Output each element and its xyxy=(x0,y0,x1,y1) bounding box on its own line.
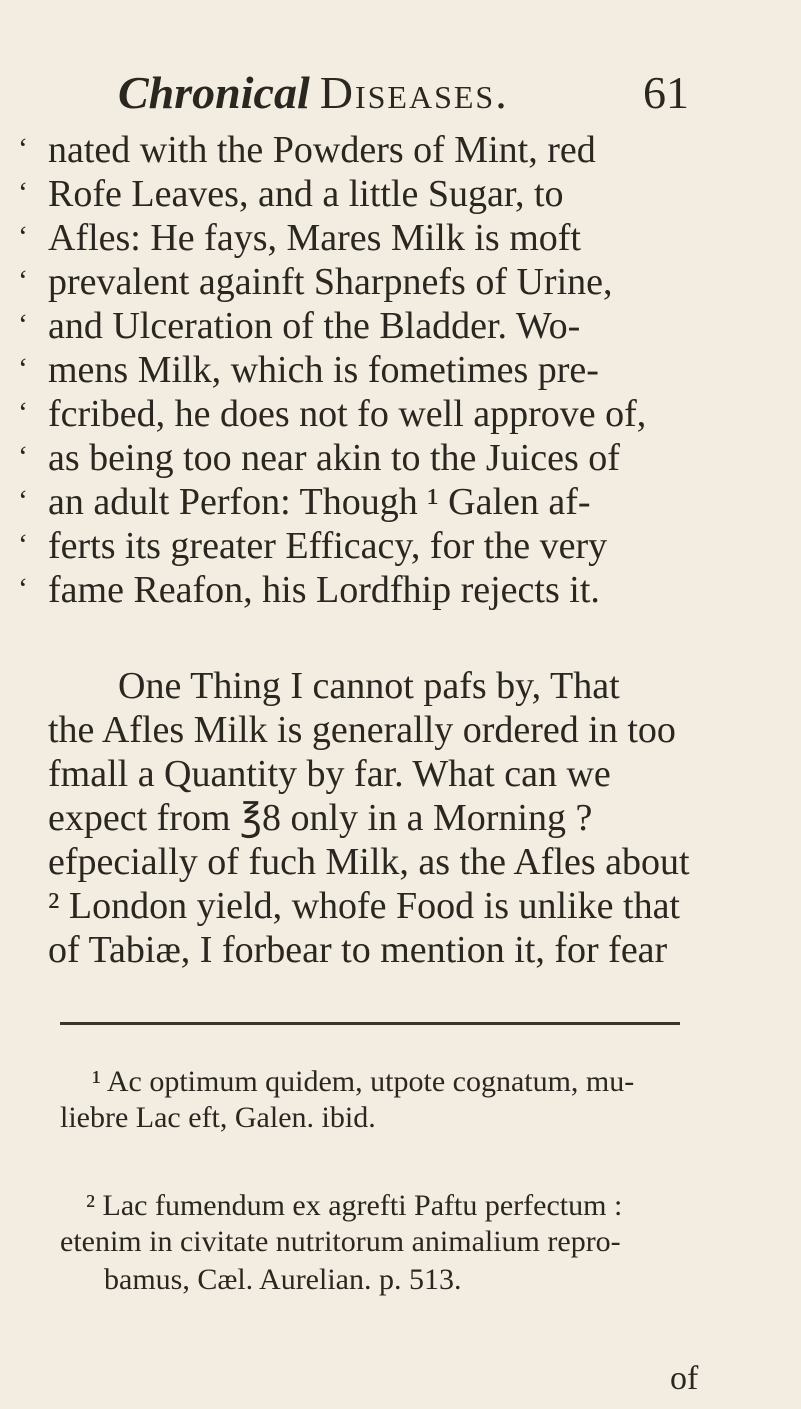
text-line: Afles: He fays, Mares Milk is moft xyxy=(48,217,581,259)
text-line: Rofe Leaves, and a little Sugar, to xyxy=(48,173,564,215)
quote-mark: ‘ xyxy=(18,264,28,297)
quote-mark: ‘ xyxy=(18,528,28,561)
text-line: ferts its greater Efficacy, for the very xyxy=(48,525,608,567)
quote-mark: ‘ xyxy=(18,220,28,253)
footnote-line: bamus, Cæl. Aurelian. p. 513. xyxy=(104,1263,462,1296)
text-line: of Tabiæ, I forbear to mention it, for fear xyxy=(48,929,668,971)
footnote-line: etenim in civitate nutritorum animalium repro- xyxy=(60,1225,621,1258)
quote-mark: ‘ xyxy=(18,396,28,429)
text-line: fmall a Quantity by far. What can we xyxy=(48,753,611,795)
footnote-line: liebre Lac eft, Galen. ibid. xyxy=(60,1101,376,1134)
running-header xyxy=(118,66,718,119)
running-title-caps: Diseases. xyxy=(319,67,509,118)
quote-mark: ‘ xyxy=(18,308,28,341)
quote-mark: ‘ xyxy=(18,572,28,605)
text-line: One Thing I cannot pafs by, That xyxy=(118,665,620,707)
quote-mark: ‘ xyxy=(18,176,28,209)
quote-mark: ‘ xyxy=(18,440,28,473)
catchword: of xyxy=(670,1360,699,1397)
text-line: fame Reafon, his Lordfhip rejects it. xyxy=(48,569,600,611)
text-line: ² London yield, whofe Food is unlike that xyxy=(48,885,680,927)
quote-mark: ‘ xyxy=(18,132,28,165)
page-number: 61 xyxy=(643,67,689,118)
running-title-italic: Chronical xyxy=(118,67,310,118)
footnote-line: ² Lac fumendum ex agrefti Paftu perfectum : xyxy=(86,1189,623,1222)
text-line: the Afles Milk is generally ordered in too xyxy=(48,709,676,751)
text-line: expect from ℥8 only in a Morning ? xyxy=(48,797,593,839)
quote-mark: ‘ xyxy=(18,484,28,517)
text-line: and Ulceration of the Bladder. Wo- xyxy=(48,305,581,347)
footnote-line: ¹ Ac optimum quidem, utpote cognatum, mu- xyxy=(92,1065,635,1098)
text-line: prevalent againft Sharpnefs of Urine, xyxy=(48,261,613,303)
text-line: fcribed, he does not fo well approve of, xyxy=(48,393,647,435)
text-line: nated with the Powders of Mint, red xyxy=(48,129,596,171)
text-line: an adult Perfon: Though ¹ Galen af- xyxy=(48,481,591,523)
text-line: mens Milk, which is fometimes pre- xyxy=(48,349,599,391)
quote-mark: ‘ xyxy=(18,352,28,385)
footnote-divider xyxy=(60,1022,680,1025)
text-line: as being too near akin to the Juices of xyxy=(48,437,620,479)
text-line: efpecially of fuch Milk, as the Afles about xyxy=(48,841,690,883)
